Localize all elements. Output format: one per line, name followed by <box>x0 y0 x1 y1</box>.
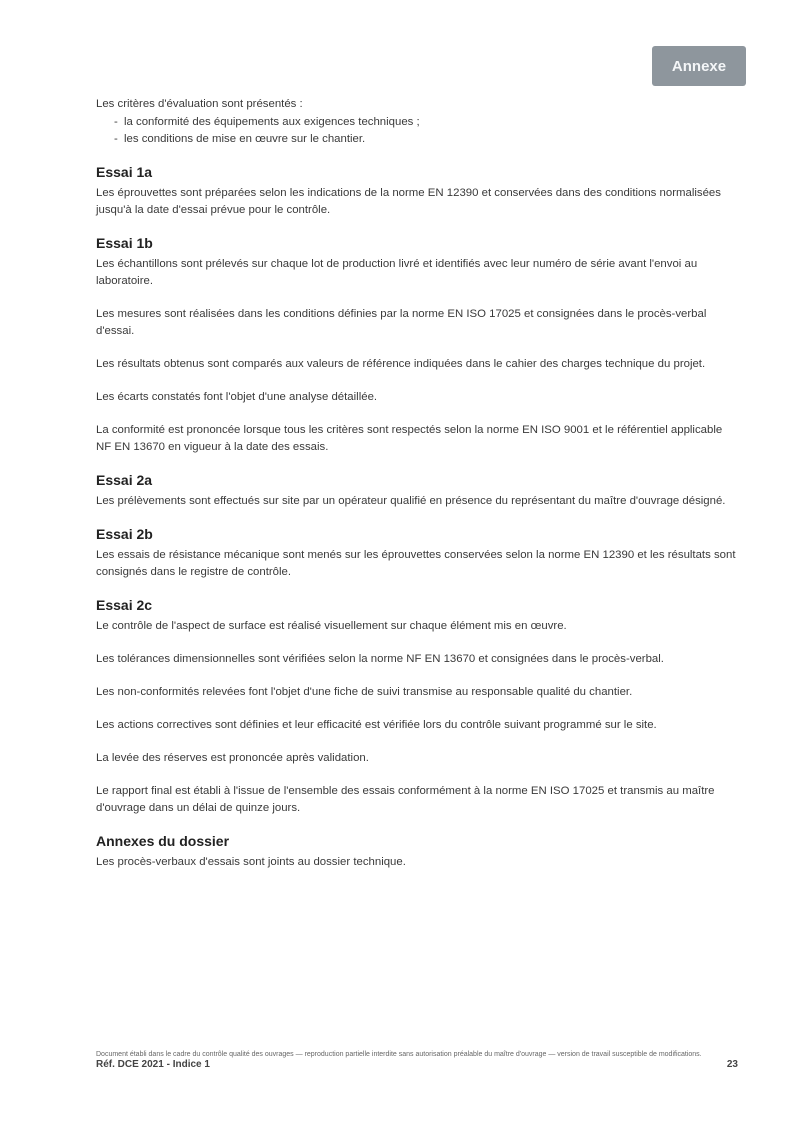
paragraph: Les mesures sont réalisées dans les conditions définies par la norme EN ISO 17025 et consignées dans le procès-verbal d'essai. <box>96 308 707 337</box>
section-heading: Essai 2b <box>96 526 153 542</box>
paragraph: Les résultats obtenus sont comparés aux valeurs de référence indiquées dans le cahier des charges technique du projet. <box>96 358 706 370</box>
section-essai-2c <box>96 597 736 817</box>
paragraph: Les éprouvettes sont préparées selon les indications de la norme EN 12390 et conservées dans des conditions normalisées jusqu'à la date d'essai prévue pour le contrôle. <box>96 187 721 216</box>
page-footer <box>96 1050 738 1071</box>
paragraph: Les actions correctives sont définies et leur efficacité est vérifiée lors du contrôle suivant programmé sur le site. <box>96 719 657 731</box>
paragraph: Les essais de résistance mécanique sont menés sur les éprouvettes conservées selon la norme EN 12390 et les résultats sont consignés dans le registre de contrôle. <box>96 549 736 578</box>
section-heading: Essai 1a <box>96 164 153 180</box>
footer-bar <box>96 1059 738 1071</box>
section-essai-2a <box>96 472 736 510</box>
intro-bullet-list <box>114 114 736 148</box>
paragraph: Le contrôle de l'aspect de surface est réalisé visuellement sur chaque élément mis en œuvre. <box>96 620 567 632</box>
paragraph: Les prélèvements sont effectués sur site par un opérateur qualifié en présence du représentant du maître d'ouvrage désigné. <box>96 495 726 507</box>
paragraph: Les écarts constatés font l'objet d'une analyse détaillée. <box>96 391 378 403</box>
page-number: 23 <box>726 1059 738 1070</box>
paragraph: Les échantillons sont prélevés sur chaque lot de production livré et identifiés avec leur numéro de série avant l'envoi au laboratoire. <box>96 258 698 287</box>
intro-text: Les critères d'évaluation sont présentés : <box>96 98 303 110</box>
annex-badge: Annexe <box>652 46 746 86</box>
footer-reference: Réf. DCE 2021 - Indice 1 <box>96 1059 210 1070</box>
bullet-item: - la conformité des équipements aux exigences techniques ; <box>114 114 736 131</box>
document-body <box>96 96 736 871</box>
section-essai-1b <box>96 235 736 456</box>
section-essai-1a <box>96 164 736 219</box>
section-heading: Essai 1b <box>96 235 153 251</box>
section-heading: Essai 2c <box>96 597 153 613</box>
bullet-item: - les conditions de mise en œuvre sur le chantier. <box>114 131 736 148</box>
section-essai-2b <box>96 526 736 581</box>
section-heading: Essai 2a <box>96 472 153 488</box>
paragraph: La levée des réserves est prononcée après validation. <box>96 752 369 764</box>
paragraph: Les procès-verbaux d'essais sont joints au dossier technique. <box>96 856 406 868</box>
footer-note: Document établi dans le cadre du contrôle qualité des ouvrages — reproduction partielle interdite sans autorisation préalable du maître d'ouvrage — version de travail susceptible de modifications. <box>96 1051 702 1058</box>
paragraph: La conformité est prononcée lorsque tous les critères sont respectés selon la norme EN ISO 9001 et le référentiel applicable NF EN 13670 en vigueur à la date des essais. <box>96 424 723 453</box>
paragraph: Les non-conformités relevées font l'objet d'une fiche de suivi transmise au responsable qualité du chantier. <box>96 686 633 698</box>
section-annexes <box>96 833 736 871</box>
section-heading: Annexes du dossier <box>96 833 230 849</box>
paragraph: Le rapport final est établi à l'issue de l'ensemble des essais conformément à la norme EN ISO 17025 et transmis au maître d'ouvrage dans un délai de quinze jours. <box>96 785 715 814</box>
paragraph: Les tolérances dimensionnelles sont vérifiées selon la norme NF EN 13670 et consignées dans le procès-verbal. <box>96 653 664 665</box>
